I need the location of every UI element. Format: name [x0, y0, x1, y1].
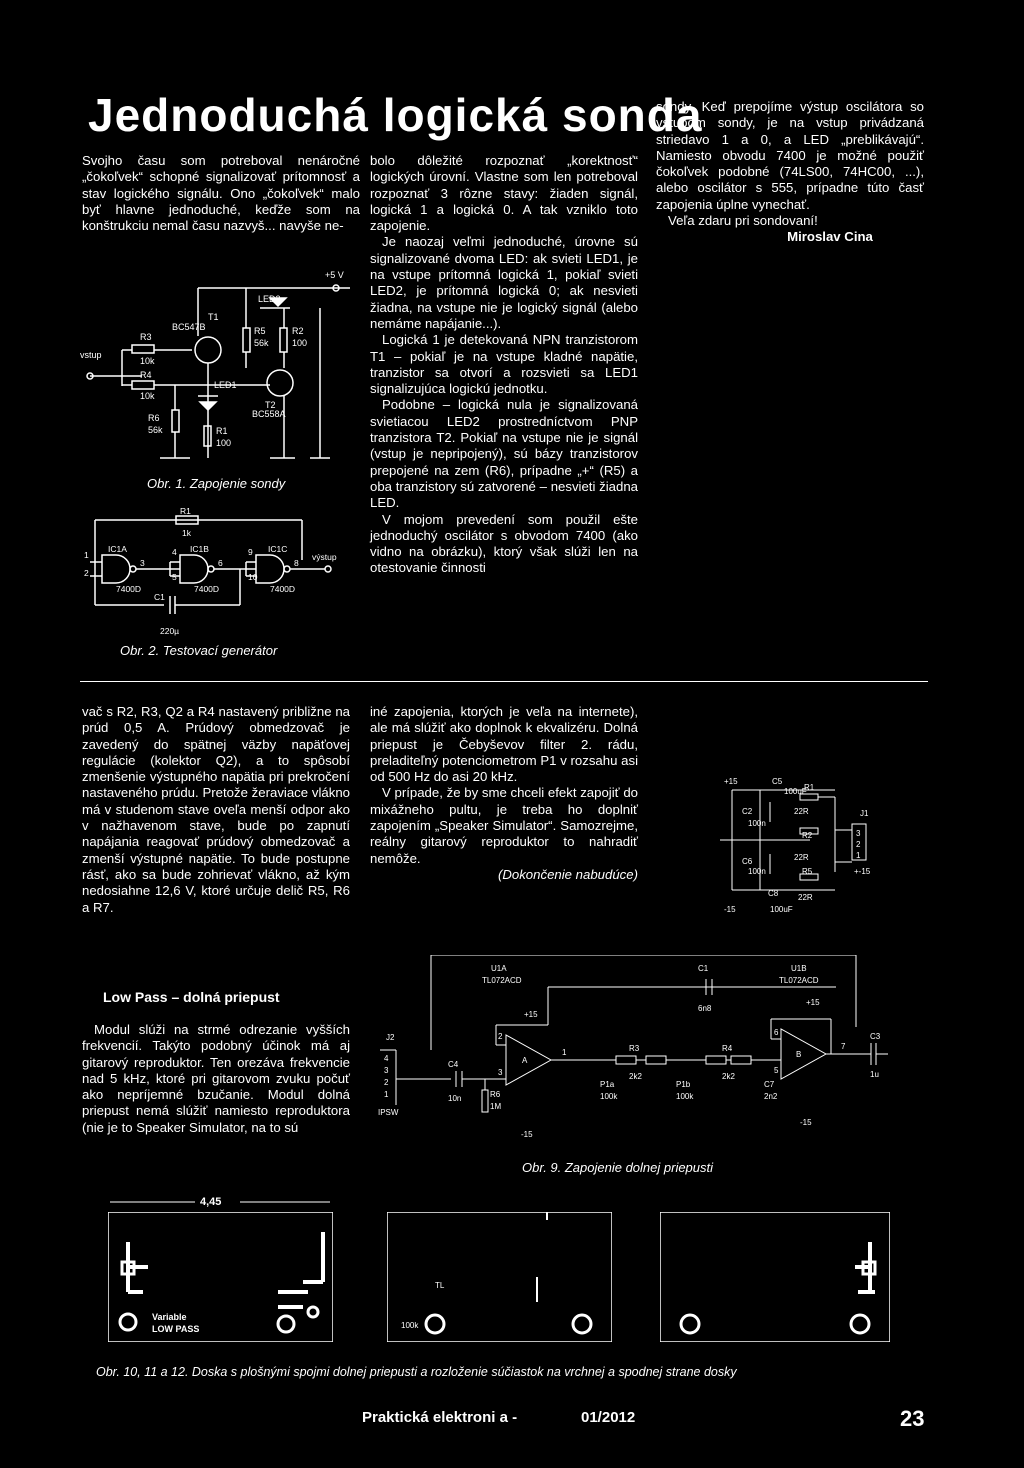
j2-pin4: 4 [384, 1054, 389, 1063]
input-label: vstup [80, 350, 102, 360]
pin-10: 10 [248, 572, 258, 582]
r6-value: 1M [490, 1102, 502, 1111]
r6-label: R6 [490, 1090, 501, 1099]
u1a-supply: +15 [524, 1010, 538, 1019]
power-supply-schematic [720, 772, 895, 917]
c7-label: C7 [764, 1080, 775, 1089]
paragraph: Podobne – logická nula je signalizovaná svietiacou LED2 prostredníctvom PNP tranzistora T2. Pokiaľ na vstupe nie je signál (vstup je nepripojený), sú bázy tranzistorov prepojené na zem (R6), prípadne „+“ (R5) a oba tranzistory sú zatvorené – nesvieti žiadna LED. [370, 397, 638, 511]
r5-label: R5 [254, 326, 266, 336]
p1a-value: 100k [600, 1092, 618, 1101]
c4-label: C4 [448, 1060, 459, 1069]
paragraph: bolo dôležité rozpoznať „korektnosť“ logických úrovní. Vlastne som len potreboval rozpoznať 3 rôzne stavy: žiaden signál, logická 1 a logická 0. A tak vzniklo toto zapojenie. [370, 153, 638, 234]
j1-supply: +-15 [854, 867, 871, 876]
article2-column-1 [82, 704, 350, 916]
t2-type: BC558A [252, 409, 286, 419]
u1a-type: TL072ACD [482, 976, 522, 985]
u1b-type: TL072ACD [779, 976, 819, 985]
c8-label: C8 [768, 889, 779, 898]
r4-label: R4 [722, 1044, 733, 1053]
pin-8: 8 [294, 558, 299, 568]
c5-label: C5 [772, 777, 783, 786]
u1b-neg-supply: -15 [800, 1118, 812, 1127]
ic1c-label: IC1C [268, 544, 288, 554]
r6-label: R6 [148, 413, 160, 423]
journal-name: Praktická elektroni a - [362, 1409, 518, 1426]
r1-label: R1 [216, 426, 228, 436]
article2-column-2 [370, 704, 638, 883]
j2-pin1: 1 [384, 1090, 389, 1099]
c3-label: C3 [870, 1032, 881, 1041]
r5-value: 56k [254, 338, 269, 348]
c6-label: C6 [742, 857, 753, 866]
article1-column-2 [370, 153, 638, 577]
j1-pin1: 1 [856, 851, 861, 860]
u1a-label: U1A [491, 964, 507, 973]
pin7-label: 7 [841, 1042, 846, 1051]
paragraph: Svojho času som potreboval nenáročné „čokoľvek“ schopné signalizovať prítomnosť a stav logického signálu. Ono „čokoľvek“ malo byť hlavne jednoduché, keďže som na konštrukciu nemal času nazvyš... navyše ne- [82, 153, 360, 234]
opamp-b: B [796, 1050, 802, 1059]
opamp-a: A [522, 1056, 528, 1065]
r22-b: 22R [794, 853, 809, 862]
j2-pin3: 3 [384, 1066, 389, 1075]
pin1-label: 1 [562, 1048, 567, 1057]
pin-4: 4 [172, 547, 177, 557]
chip-label-c: 7400D [270, 584, 296, 594]
t1-type: BC547B [172, 322, 206, 332]
paragraph: V mojom prevedení som použil ešte jednoduchý oscilátor s obvodom 7400 (ako vidno na obrázku), ktorý však slúži len na otestovanie činnosti [370, 511, 638, 576]
t1-label: T1 [208, 312, 219, 322]
pin2-label: 2 [498, 1032, 503, 1041]
article1-column-1 [82, 153, 360, 234]
pin-5: 5 [172, 572, 177, 582]
article-title: Jednoduchá logická sonda [88, 89, 703, 141]
pin-9: 9 [248, 547, 253, 557]
j1-label: J1 [860, 809, 869, 818]
figure9-caption: Obr. 9. Zapojenie dolnej priepusti [522, 1160, 714, 1175]
figure2-caption: Obr. 2. Testovací generátor [120, 643, 278, 658]
c1-value: 220µ [160, 626, 180, 636]
pcb-lowpass-label: LOW PASS [152, 1324, 200, 1334]
r5-label: R5 [802, 867, 813, 876]
pcb-100k-label: 100k [401, 1321, 419, 1330]
led1-label: LED1 [214, 380, 237, 390]
section-divider [80, 681, 928, 682]
r2-label: R2 [292, 326, 304, 336]
paragraph: sondy. Keď prepojíme výstup oscilátora so vstupom sondy, je na vstup privádzaná striedavo 1 a 0, a LED „preblikávajú“. Namiesto obvodu 7400 je možné použiť čokoľvek podobné (74LS00, 74HC00, ...), alebo oscilátor s 555, prípadne túto časť zapojenia úplne vynechať. [656, 99, 924, 212]
pin-6: 6 [218, 558, 223, 568]
pcb-dimension-arrow [110, 1196, 330, 1208]
c8-value: 100uF [770, 905, 793, 914]
pcb-top-layer [660, 1212, 890, 1342]
c2-value: 100n [748, 819, 766, 828]
c7-value: 2n2 [764, 1092, 778, 1101]
c1-label: C1 [154, 592, 165, 602]
issue-number: 01/2012 [581, 1409, 636, 1426]
r4-label: R4 [140, 370, 152, 380]
j2-pin2: 2 [384, 1078, 389, 1087]
r3-label: R3 [140, 332, 152, 342]
paragraph: Veľa zdaru pri sondovaní! [668, 213, 818, 229]
pcb-dimension-label: 4,45 [200, 1196, 222, 1208]
power-minus15: -15 [724, 905, 736, 914]
j1-pin2: 2 [856, 840, 861, 849]
chip-label-a: 7400D [116, 584, 142, 594]
ic1b-label: IC1B [190, 544, 209, 554]
output-label: výstup [312, 552, 337, 562]
r22-c: 22R [798, 893, 813, 902]
chip-label-b: 7400D [194, 584, 220, 594]
r1-value: 100 [216, 438, 232, 448]
j2-type: IPSW [378, 1108, 399, 1117]
paragraph: Logická 1 je detekovaná NPN tranzistorom T1 – pokiaľ je na vstupe kladné napätie, tranzistor sa otvorí a rozsvieti sa LED1 signalizujúca logickú jednotku. [370, 332, 638, 397]
supply-label: +5 V [325, 270, 344, 280]
r2-label: R2 [802, 831, 813, 840]
j1-pin3: 3 [856, 829, 861, 838]
r1-label: R1 [804, 783, 815, 792]
r4-value: 10k [140, 391, 155, 401]
c4-value: 10n [448, 1094, 462, 1103]
pin-2: 2 [84, 568, 89, 578]
c5-value: 100uF [784, 787, 807, 796]
u1b-supply: +15 [806, 998, 820, 1007]
article1-column-3 [656, 99, 924, 246]
p1b-label: P1b [676, 1080, 691, 1089]
r1-label: R1 [180, 506, 191, 516]
paragraph: V prípade, že by sme chceli efekt zapojiť do mixážneho pultu, je treba ho doplniť zapojením „Speaker Simulator“. Samozrejme, reálny gitarový reproduktor to nahradiť nemôže. [370, 785, 638, 866]
section-heading: Low Pass – dolná priepust [103, 989, 280, 1005]
t2-label: T2 [265, 400, 276, 410]
pin-1: 1 [84, 550, 89, 560]
j2-label: J2 [386, 1033, 395, 1042]
c1-value: 6n8 [698, 1004, 712, 1013]
led2-label: LED2 [258, 294, 281, 304]
figure1-caption: Obr. 1. Zapojenie sondy [147, 476, 286, 491]
c2-label: C2 [742, 807, 753, 816]
r3-value: 10k [140, 356, 155, 366]
r3-value: 2k2 [629, 1072, 642, 1081]
page-number: 23 [900, 1406, 925, 1431]
paragraph: vač s R2, R3, Q2 a R4 nastavený približne na prúd 0,5 A. Prúdový obmedzovač je zavedený do spätnej väzby napäťovej regulácie (kolektor Q2), a to spôsobí zmenšenie výstupného napätia pri prekročení nastaveného prúdu. Pretože žeraviace vlákno má v studenom stave oveľa menší odpor ako v nažhavenom stave, bude po zapnutí napájania reagovať prúdový obmedzovač a zmenší výstupné napätie. To bude postupne rásť, ako sa bude zohrievať vlákno, až kým nedosiahne 12,6 V, ktoré určuje delič R5, R6 a R7. [82, 704, 350, 915]
author-signature: Miroslav Cina [787, 229, 873, 245]
r1-value: 1k [182, 528, 191, 538]
oscillator-schematic [80, 500, 350, 640]
pcb-top-components [387, 1212, 612, 1342]
lowpass-schematic [376, 955, 906, 1155]
paragraph: Je naozaj veľmi jednoduché, úrovne sú signalizované dvoma LED: ak svieti LED1, je na vstupe prítomná logická 1, pokiaľ svieti LED2, je prítomná logická 0; ak nesvieti žiadna, na vstupe nie je logický signál (alebo nemáme napájanie...). [370, 234, 638, 331]
probe-schematic [80, 268, 350, 468]
r4-value: 2k2 [722, 1072, 735, 1081]
pcb-variable-label: Variable [152, 1312, 187, 1322]
pin6-label: 6 [774, 1028, 779, 1037]
pin5-label: 5 [774, 1066, 779, 1075]
r2-value: 100 [292, 338, 308, 348]
pcb-bottom-layer [108, 1212, 333, 1342]
figure10-12-caption: Obr. 10, 11 a 12. Doska s plošnými spojmi dolnej priepusti a rozloženie súčiastok na vrchnej a spodnej strane dosky [96, 1365, 737, 1379]
power-plus15: +15 [724, 777, 738, 786]
continued-note: (Dokončenie nabudúce) [497, 866, 638, 882]
r6-value: 56k [148, 425, 163, 435]
c6-value: 100n [748, 867, 766, 876]
p1b-value: 100k [676, 1092, 694, 1101]
p1a-label: P1a [600, 1080, 615, 1089]
paragraph: iné zapojenia, ktorých je veľa na internete), ale má slúžiť ako doplnok k ekvalizéru. Dolná priepust je Čebyševov filter 2. rádu, preladiteľný potenciometrom P1 v rozsahu asi od 500 Hz do asi 20 kHz. [370, 704, 638, 785]
pin-3: 3 [140, 558, 145, 568]
r22-a: 22R [794, 807, 809, 816]
pcb-tl-label: TL [435, 1281, 445, 1290]
u1a-neg-supply: -15 [521, 1130, 533, 1139]
c3-value: 1u [870, 1070, 879, 1079]
r3-label: R3 [629, 1044, 640, 1053]
pin3-label: 3 [498, 1068, 503, 1077]
u1b-label: U1B [791, 964, 807, 973]
article2-column-1b [82, 1022, 350, 1136]
c1-label: C1 [698, 964, 709, 973]
ic1a-label: IC1A [108, 544, 127, 554]
paragraph: Modul slúži na strmé odrezanie vyšších frekvencií. Takýto podobný účinok má aj gitarový reproduktor. Ten orezáva frekvencie nad 5 kHz, ktoré pri gitarovom zvuku počuť ako nepríjemné bzučanie. Modul dolná priepust nemá slúžiť namiesto reproduktora (nie je to Speaker Simulator, na to sú [82, 1022, 350, 1135]
